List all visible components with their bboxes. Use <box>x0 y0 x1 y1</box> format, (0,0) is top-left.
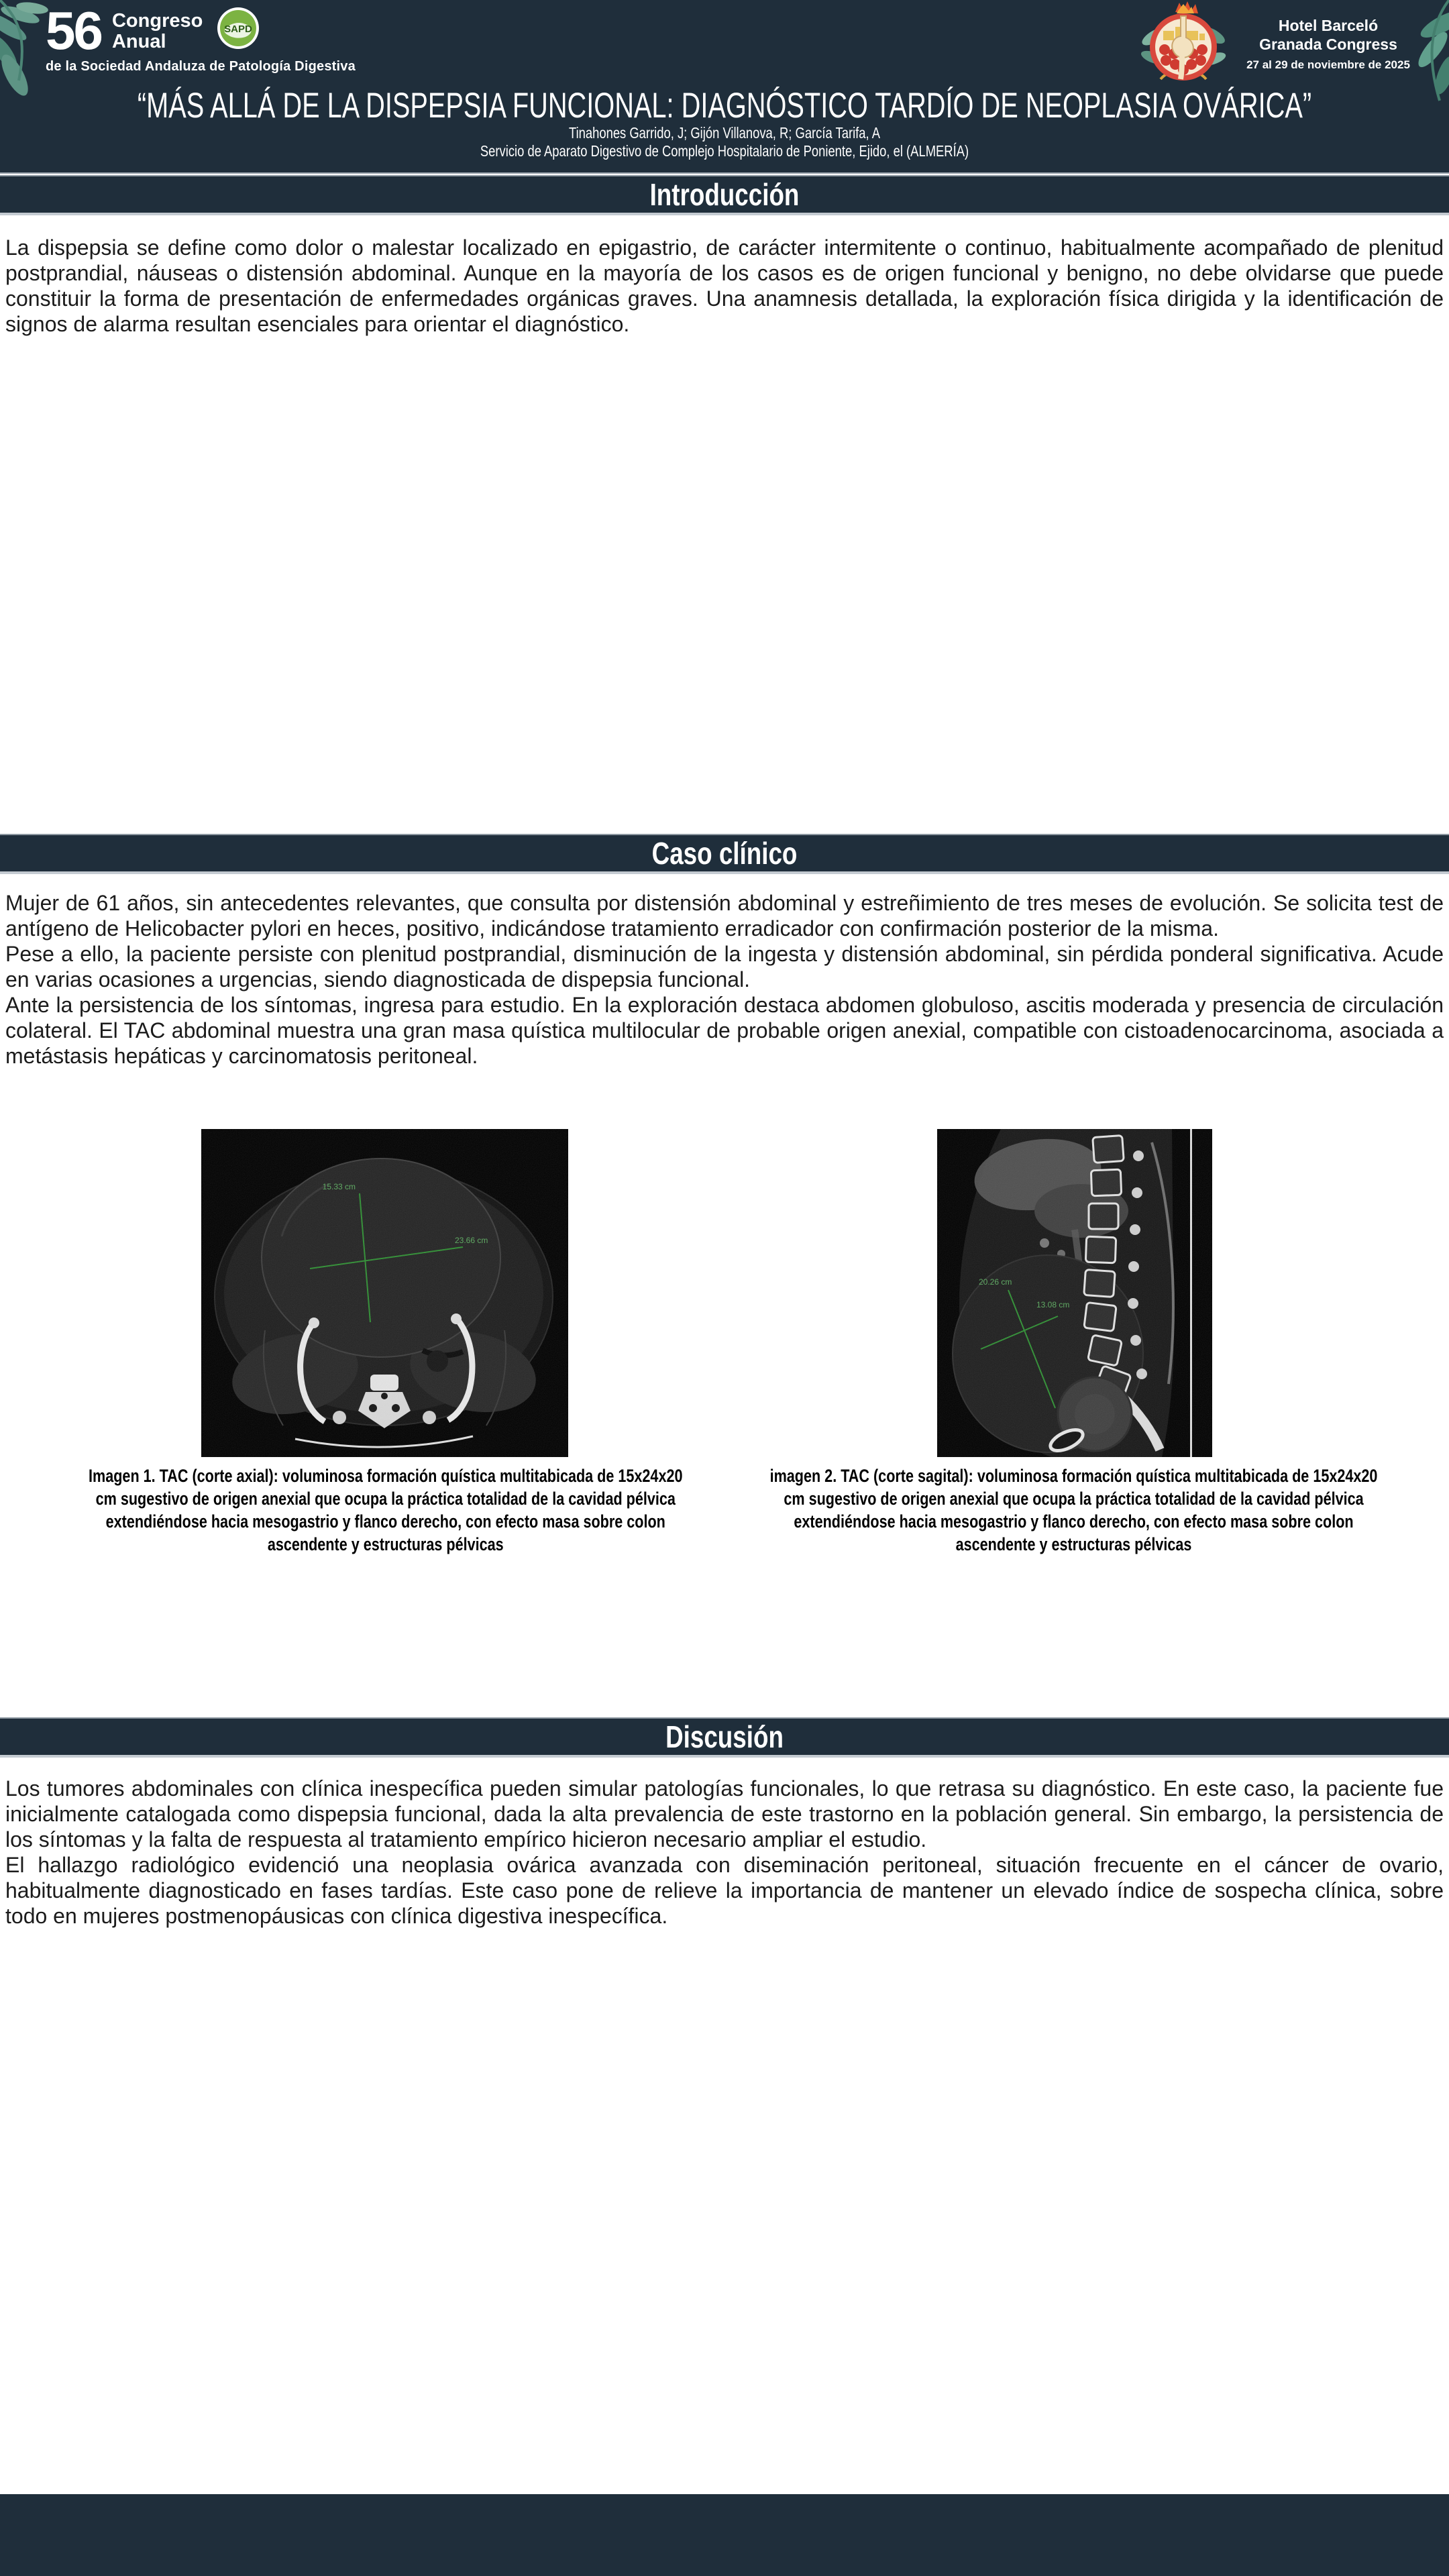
figure-2-caption-wrap <box>758 1464 1389 1556</box>
introduccion-heading: Introducción <box>649 177 800 212</box>
discusion-text <box>5 1776 1444 1929</box>
footer-bar <box>0 2494 1449 2576</box>
poster-title: “MÁS ALLÁ DE LA DISPEPSIA FUNCIONAL: DIAGNÓSTICO TARDÍO DE NEOPLASIA OVÁRICA” <box>137 86 1312 125</box>
caso-paragraph-2: Pese a ello, la paciente persiste con plenitud postprandial, disminución de la ingesta y distensión abdominal, sin pérdida ponderal significativa. Acude en varias ocasiones a urgencias, siendo diagnosticada de dispepsia funcional. <box>5 942 1444 991</box>
figure-2-caption: imagen 2. TAC (corte sagital): voluminosa formación quística multitabicada de 15x24x20 cm sugestivo de origen anexial que ocupa la práctica totalidad de la cavidad pélvica extendiéndose hacia mesogastrio y flanco derecho, con efecto masa sobre colon ascendente y estructuras pélvicas <box>769 1466 1377 1554</box>
congress-line2: Anual <box>111 31 166 52</box>
congress-dates: 27 al 29 de noviembre de 2025 <box>1246 58 1410 71</box>
ct-axial-measure-1: 15.33 cm <box>322 1182 356 1191</box>
discusion-paragraph-2: El hallazgo radiológico evidenció una neoplasia ovárica avanzada con diseminación peritoneal, situación frecuente en el cáncer de ovario, habitualmente diagnosticado en fases tardías. Este caso pone de relieve la importancia de mantener un elevado índice de sospecha clínica, sobre todo en mujeres postmenopáusicas con clínica digestiva inespecífica. <box>5 1853 1444 1928</box>
sapd-logo-icon <box>217 7 260 50</box>
pomegranate-logo-icon <box>1140 1 1226 87</box>
figure-1-caption: Imagen 1. TAC (corte axial): voluminosa formación quística multitabicada de 15x24x20 cm sugestivo de origen anexial que ocupa la práctica totalidad de la cavidad pélvica extendiéndose hacia mesogastrio y flanco derecho, con efecto masa sobre colon ascendente y estructuras pélvicas <box>89 1466 683 1554</box>
ct-sagittal-measure-2: 13.08 cm <box>1036 1300 1070 1309</box>
introduccion-heading-bar <box>0 175 1449 215</box>
congress-number: 56 <box>46 1 101 60</box>
ct-axial-image <box>201 1129 568 1457</box>
caso-paragraph-1: Mujer de 61 años, sin antecedentes relevantes, que consulta por distensión abdominal y estreñimiento de tres meses de evolución. Se solicita test de antígeno de Helicobacter pylori en heces, positivo, indicándose tratamiento erradicador con confirmación posterior de la misma. <box>5 891 1444 941</box>
caso-clinico-heading: Caso clínico <box>651 836 798 871</box>
caso-paragraph-3: Ante la persistencia de los síntomas, ingresa para estudio. En la exploración destaca abdomen globuloso, ascitis moderada y presencia de circulación colateral. El TAC abdominal muestra una gran masa quística multilocular de probable origen anexial, compatible con cistoadenocarcinoma, asociada a metástasis hepáticas y carcinomatosis peritoneal. <box>5 993 1444 1068</box>
society-name: de la Sociedad Andaluza de Patología Digestiva <box>46 59 356 74</box>
discusion-heading-bar <box>0 1717 1449 1758</box>
poster-authors-wrap <box>0 124 1449 142</box>
introduccion-paragraph: La dispepsia se define como dolor o malestar localizado en epigastrio, de carácter intermitente o continuo, habitualmente acompañado de plenitud postprandial, náuseas o distensión abdominal. Aunque en la mayoría de los casos es de origen funcional y benigno, no debe olvidarse que puede constituir la forma de presentación de enfermedades orgánicas graves. Una anamnesis detallada, la exploración física dirigida y la identificación de signos de alarma resultan esenciales para orientar el diagnóstico. <box>5 235 1444 336</box>
ct-sagittal-image <box>937 1129 1212 1457</box>
discusion-paragraph-1: Los tumores abdominales con clínica inespecífica pueden simular patologías funcionales, lo que retrasa su diagnóstico. En este caso, la paciente fue inicialmente catalogada como dispepsia funcional, dada la alta prevalencia de este trastorno en la población general. Sin embargo, la persistencia de los síntomas y la falta de respuesta al tratamiento empírico hicieron necesario ampliar el estudio. <box>5 1776 1444 1851</box>
congress-name <box>112 11 203 52</box>
congress-brand <box>46 1 356 74</box>
poster-affiliation: Servicio de Aparato Digestivo de Complejo Hospitalario de Poniente, Ejido, el (ALMERÍA) <box>480 142 969 160</box>
sapd-label: SAPD <box>224 23 252 35</box>
congress-line1: Congreso <box>111 10 203 32</box>
venue-line1: Hotel Barceló <box>1278 17 1379 34</box>
venue-line2: Granada Congress <box>1259 36 1397 53</box>
ct-sagittal-measure-1: 20.26 cm <box>979 1277 1012 1287</box>
ct-axial-measure-2: 23.66 cm <box>455 1236 488 1245</box>
figure-1-caption-wrap <box>80 1464 691 1556</box>
poster-title-wrap <box>0 87 1449 125</box>
poster-authors: Tinahones Garrido, J; Gijón Villanova, R; García Tarifa, A <box>569 124 880 142</box>
poster-affiliation-wrap <box>0 142 1449 160</box>
caso-clinico-heading-bar <box>0 834 1449 874</box>
header-block <box>0 0 1449 174</box>
introduccion-text <box>5 235 1444 337</box>
caso-clinico-text <box>5 890 1444 1069</box>
discusion-heading: Discusión <box>665 1719 784 1754</box>
